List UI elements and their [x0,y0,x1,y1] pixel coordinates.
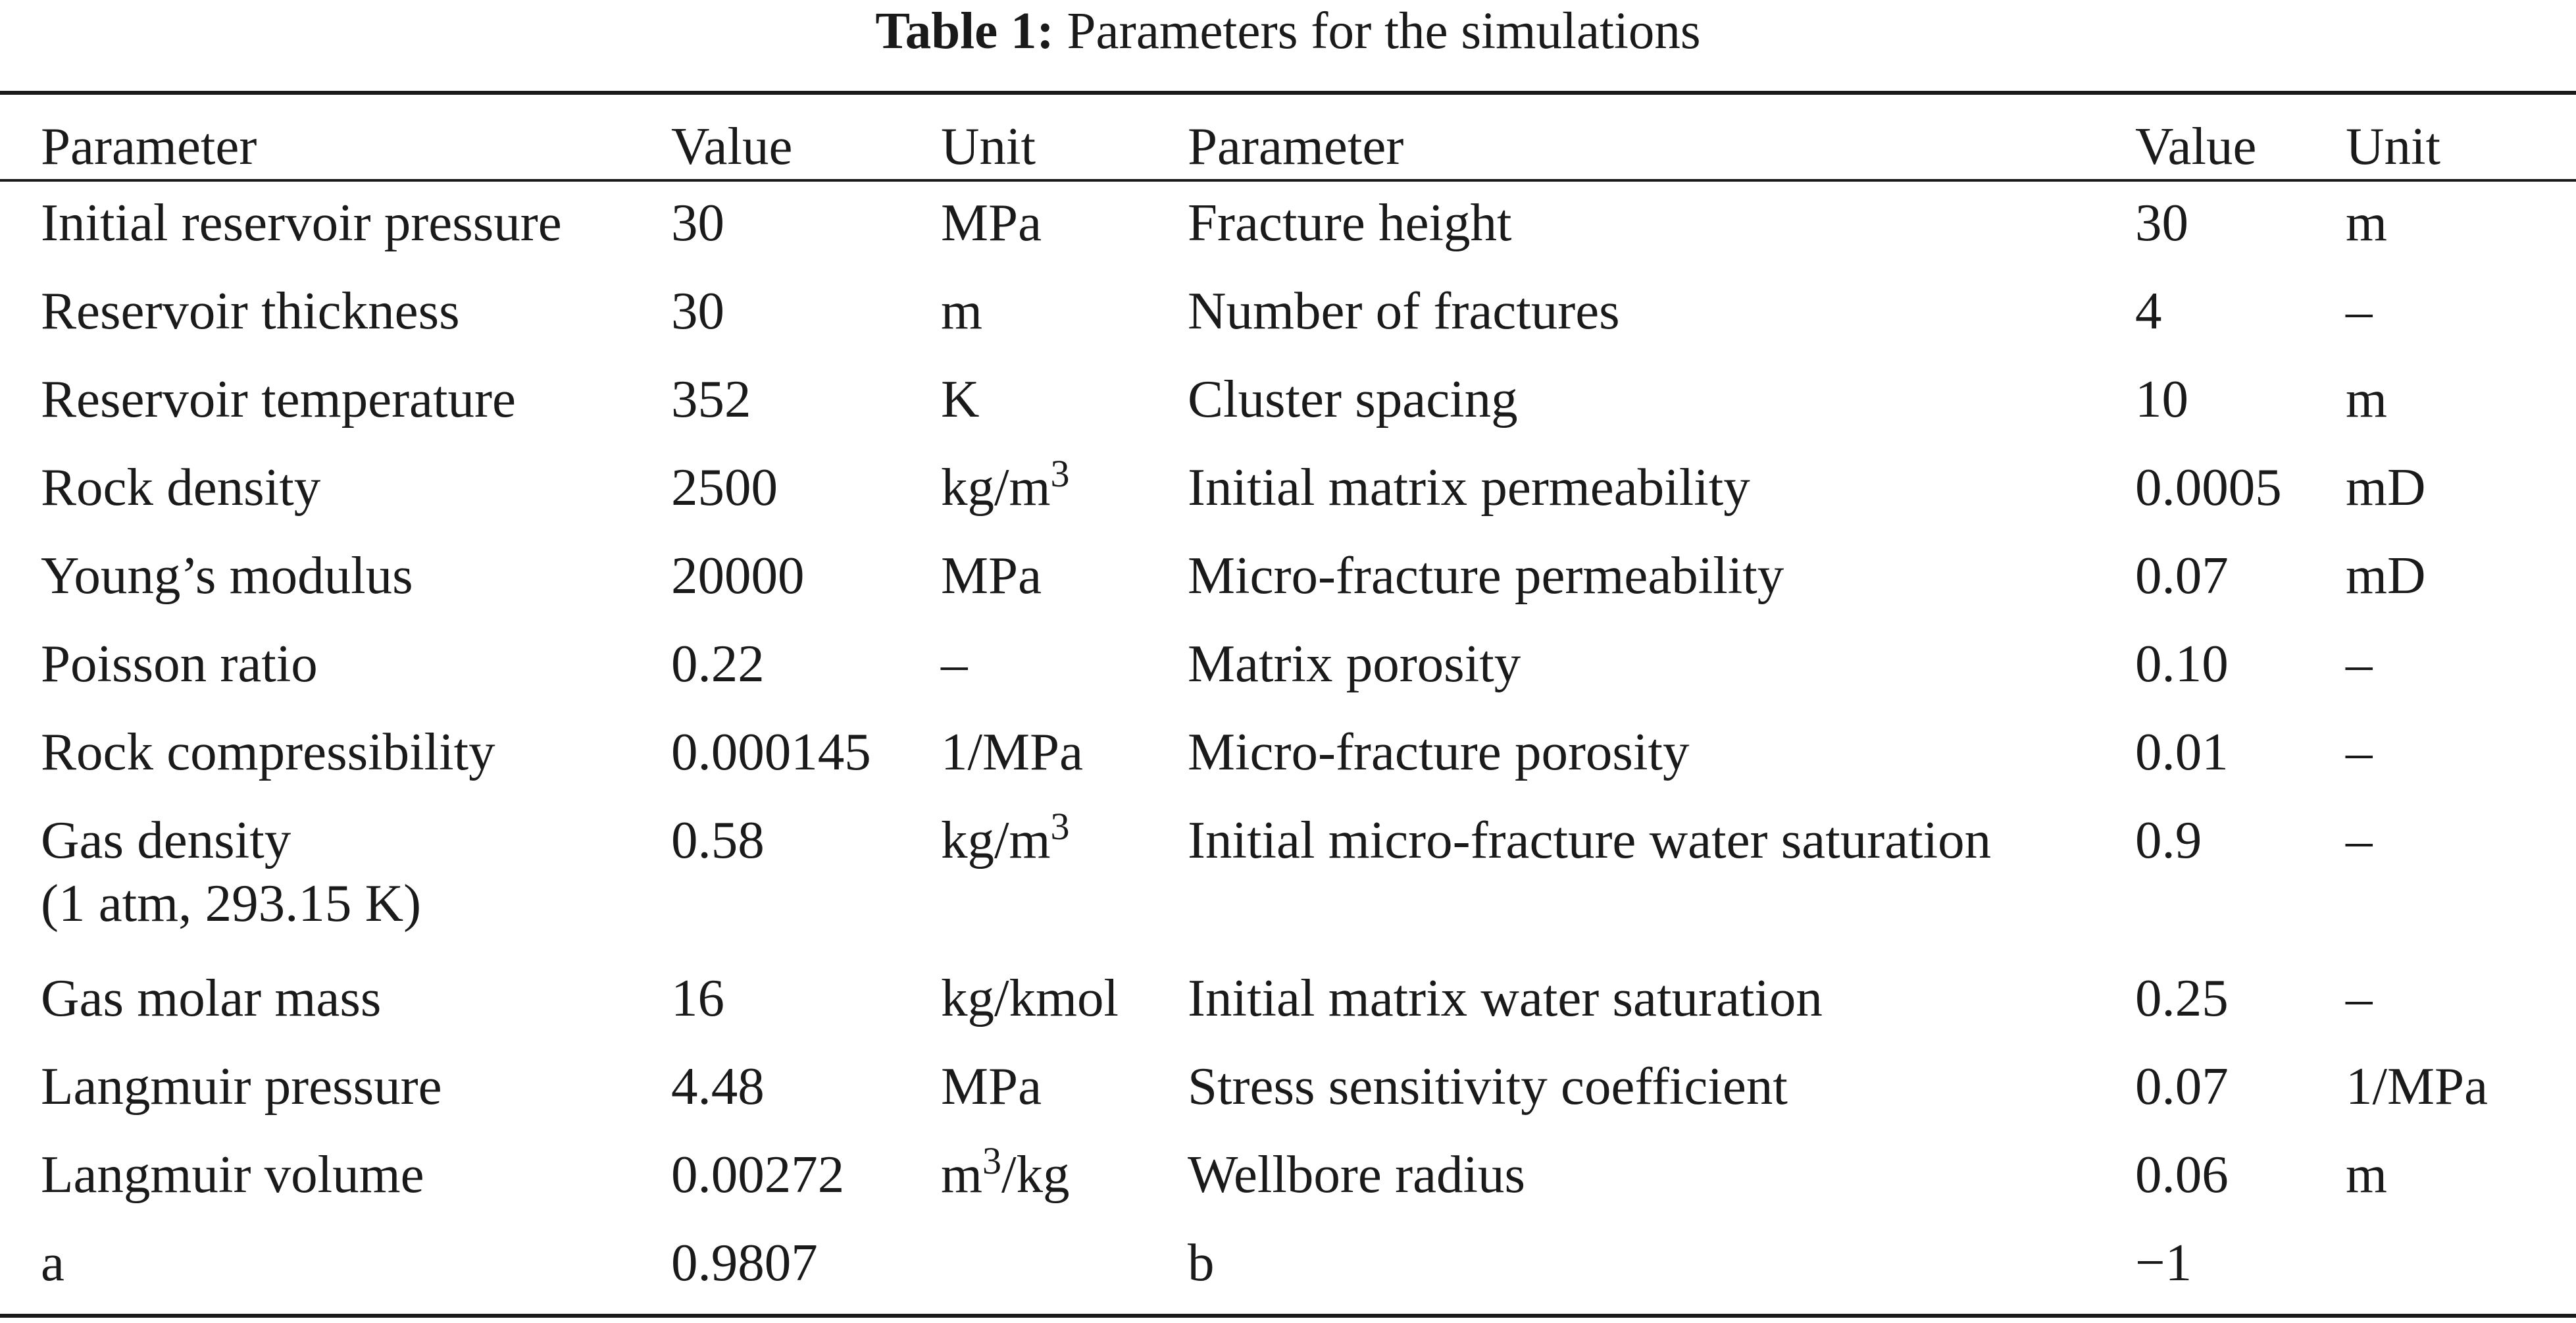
cell-unit-left: – [941,634,968,693]
cell-parameter-right: Cluster spacing [1188,369,1518,428]
cell-parameter-left: Reservoir temperature [41,369,516,428]
cell-parameter-right: Fracture height [1188,193,1512,252]
table-row [0,179,2576,267]
header-left-parameter: Parameter [41,117,257,176]
cell-unit-left [941,796,1188,954]
cell-unit-left: kg/kmol [941,968,1119,1027]
cell-value-left: 0.22 [671,634,765,693]
cell-parameter-right: Micro-fracture permeability [1188,546,1784,605]
bottom-rule [0,1314,2576,1318]
table-row [0,532,2576,620]
cell-unit-right: m [2346,193,2388,252]
cell-unit-left [941,444,1188,532]
cell-parameter-left [0,796,671,954]
cell-value-left: 0.00272 [671,1145,845,1204]
header-right-parameter: Parameter [1188,117,1404,176]
cell-parameter-left: Initial reservoir pressure [41,193,562,252]
header-right-unit: Unit [2346,117,2441,176]
cell-value-left: 30 [671,281,724,340]
cell-value-right: 0.25 [2135,968,2229,1027]
cell-parameter-right: Initial micro-fracture water saturation [1188,810,1992,869]
cell-unit-right: – [2346,634,2373,693]
cell-value-right: 30 [2135,193,2188,252]
cell-parameter-left: Reservoir thickness [41,281,460,340]
cell-unit-right: – [2346,810,2373,869]
unit-superscript: 3 [1050,452,1070,495]
header-right-value: Value [2135,117,2257,176]
parameters-table [0,95,2576,1307]
table-row [0,708,2576,796]
cell-parameter-left: Rock compressibility [41,722,495,781]
unit-superscript: 3 [1050,805,1070,848]
table-row [0,267,2576,355]
header-left-unit: Unit [941,117,1036,176]
cell-unit-left: MPa [941,1056,1042,1116]
cell-value-left: 2500 [671,457,778,517]
cell-parameter-left: Poisson ratio [41,634,318,693]
unit-tail: /kg [1001,1145,1070,1204]
cell-value-right: 0.10 [2135,634,2229,693]
table-row [0,796,2576,954]
cell-value-right: 10 [2135,369,2188,428]
cell-unit-left: 1/MPa [941,722,1084,781]
cell-parameter-left: Rock density [41,457,321,517]
cell-unit-right: mD [2346,546,2426,605]
cell-parameter-right: Micro-fracture porosity [1188,722,1690,781]
header-row [0,95,2576,179]
cell-value-left: 0.9807 [671,1233,818,1292]
cell-unit-left: K [941,369,980,428]
cell-value-right: 4 [2135,281,2162,340]
cell-parameter-left: Young’s modulus [41,546,413,605]
cell-unit-left [941,1131,1188,1219]
cell-value-left: 352 [671,369,751,428]
cell-parameter-right: Wellbore radius [1188,1145,1526,1204]
cell-value-right: 0.0005 [2135,457,2282,517]
cell-unit-right: 1/MPa [2346,1056,2488,1116]
cell-parameter-left: Gas molar mass [41,968,382,1027]
table-row [0,355,2576,444]
cell-unit-left: m [941,281,983,340]
cell-value-right: 0.06 [2135,1145,2229,1204]
cell-value-right: 0.07 [2135,1056,2229,1116]
cell-unit-right: – [2346,968,2373,1027]
table-row [0,444,2576,532]
parameter-line-2: (1 atm, 293.15 K) [41,873,422,933]
parameter-line-1: Gas density [41,810,291,869]
cell-unit-left: MPa [941,193,1042,252]
cell-value-right: 0.01 [2135,722,2229,781]
header-left-value: Value [671,117,793,176]
table-caption [0,0,2576,66]
unit-base: m [941,1145,983,1204]
cell-unit-left [941,1219,1188,1307]
table-row [0,1219,2576,1307]
table-row [0,1043,2576,1131]
cell-parameter-right: b [1188,1233,1215,1292]
cell-unit-right: m [2346,1145,2388,1204]
cell-unit-right: – [2346,281,2373,340]
unit-superscript: 3 [982,1139,1002,1182]
cell-value-right: 0.07 [2135,546,2229,605]
cell-parameter-left: a [41,1233,64,1292]
table-row [0,1131,2576,1219]
cell-unit-left: MPa [941,546,1042,605]
cell-value-left: 0.000145 [671,722,871,781]
table-row [0,620,2576,708]
caption-label: Table 1: [875,3,1054,60]
cell-unit-right: mD [2346,457,2426,517]
cell-parameter-right: Initial matrix water saturation [1188,968,1823,1027]
caption-text: Parameters for the simulations [1067,3,1701,60]
cell-value-left: 16 [671,968,724,1027]
cell-parameter-left: Langmuir volume [41,1145,424,1204]
cell-value-left: 0.58 [671,810,765,869]
cell-value-right: −1 [2135,1233,2192,1292]
unit-base: kg/m [941,457,1051,517]
cell-value-right: 0.9 [2135,810,2202,869]
cell-parameter-right: Matrix porosity [1188,634,1521,693]
cell-parameter-left: Langmuir pressure [41,1056,442,1116]
cell-unit-right: – [2346,722,2373,781]
cell-parameter-right: Stress sensitivity coefficient [1188,1056,1788,1116]
cell-parameter-right: Number of fractures [1188,281,1620,340]
cell-parameter-right: Initial matrix permeability [1188,457,1750,517]
cell-value-left: 4.48 [671,1056,765,1116]
cell-unit-right: m [2346,369,2388,428]
cell-unit-right [2346,1219,2576,1307]
cell-value-left: 20000 [671,546,805,605]
table-row [0,954,2576,1043]
cell-value-left: 30 [671,193,724,252]
unit-base: kg/m [941,810,1051,869]
